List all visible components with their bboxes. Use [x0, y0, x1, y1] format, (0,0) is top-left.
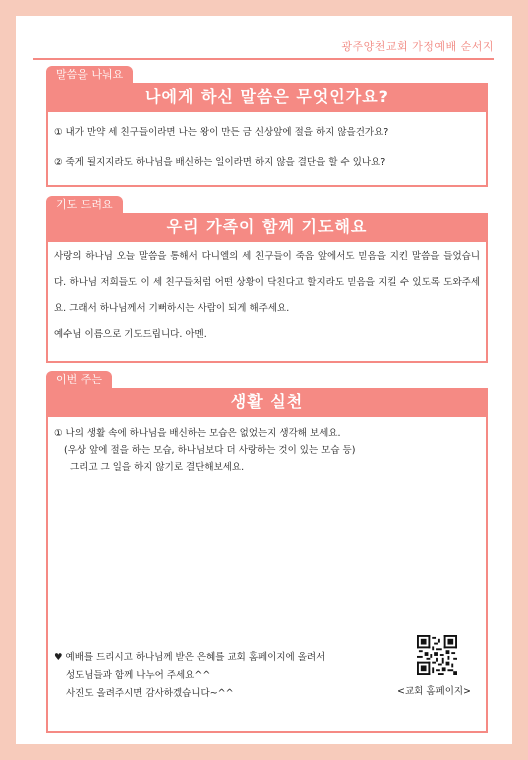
- practice-line-2: (우상 앞에 절을 하는 모습, 하나님보다 더 사랑하는 것이 있는 모습 등): [64, 445, 356, 456]
- sharing-note: [54, 649, 325, 703]
- prayer-text: [54, 244, 480, 348]
- prayer-closing: 예수님 이름으로 기도드립니다. 아멘.: [54, 329, 207, 340]
- section-word-box: [46, 110, 488, 187]
- practice-line-1: ① 나의 생활 속에 하나님을 배신하는 모습은 없었는지 생각해 보세요.: [54, 428, 341, 439]
- question-2: ② 죽게 될지지라도 하나님을 배신하는 일이라면 하지 않을 결단을 할 수 있나요?: [54, 157, 386, 168]
- section-practice-banner: 생활 실천: [46, 388, 488, 415]
- sharing-line-1: ♥ 예배를 드리시고 하나님께 받은 은혜를 교회 홈페이지에 올려서: [54, 652, 326, 663]
- qr-code-icon[interactable]: [417, 635, 457, 675]
- section-prayer-tag: 기도 드려요: [46, 196, 123, 214]
- question-1: ① 내가 만약 세 친구들이라면 나는 왕이 만든 금 신상앞에 절을 하지 않을건가요?: [54, 127, 389, 138]
- section-word-tag: 말씀을 나눠요: [46, 66, 133, 84]
- section-practice-box: [46, 415, 488, 733]
- page-title: 광주양천교회 가정예배 순서지: [341, 40, 494, 53]
- sharing-line-3: 사진도 올려주시면 감사하겠습니다~^^: [66, 688, 234, 699]
- section-prayer-box: [46, 240, 488, 363]
- section-word-banner: 나에게 하신 말씀은 무엇인가요?: [46, 83, 488, 110]
- section-prayer-banner: 우리 가족이 함께 기도해요: [46, 213, 488, 240]
- qr-caption: <교회 홈페이지>: [397, 686, 472, 697]
- section-practice-tag: 이번 주는: [46, 371, 112, 389]
- header-divider: [33, 58, 494, 60]
- sharing-line-2: 성도님들과 함께 나누어 주세요^^: [66, 670, 211, 681]
- prayer-body: 사랑의 하나님 오늘 말씀을 통해서 다니엘의 세 친구들이 죽음 앞에서도 믿음을 지킨 말씀을 들었습니다. 하나님 저희들도 이 세 친구들처럼 어떤 상황이 닥친다고 할지라도 믿음을 지킬 수 있도록 도와주세요. 그래서 하나님께서 기뻐하시는 사람이 되게 해주세요.: [54, 251, 480, 314]
- practice-line-3: 그리고 그 일을 하지 않기로 결단해보세요.: [70, 462, 245, 473]
- practice-text: [54, 425, 355, 476]
